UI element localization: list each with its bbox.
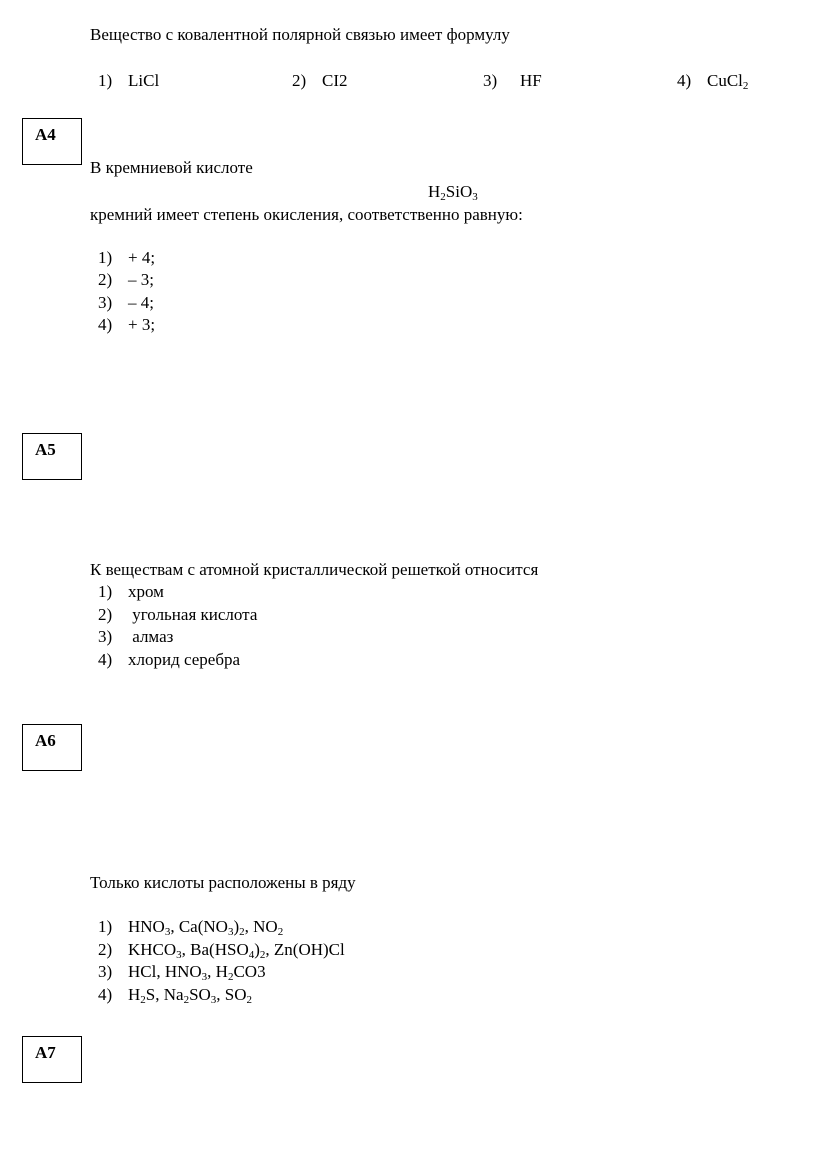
option-number: 3) xyxy=(98,627,113,646)
subscript: 2 xyxy=(140,994,146,1006)
subscript: 2 xyxy=(183,994,190,1006)
q1-option-4 xyxy=(677,70,748,92)
question-2-intro: В кремниевой кислоте xyxy=(90,158,253,177)
option-text: алмаз xyxy=(128,627,174,646)
subscript: 2 xyxy=(227,971,234,983)
option-number: 1) xyxy=(98,582,113,601)
subscript: 2 xyxy=(277,926,284,938)
label-a6: А6 xyxy=(22,724,82,771)
subscript: 3 xyxy=(164,926,171,938)
option-number: 1) xyxy=(98,917,113,936)
question-3-text: К веществам с атомной кристаллической решеткой относится xyxy=(90,560,539,579)
option-number: 4) xyxy=(98,650,113,669)
option-number: 4) xyxy=(677,71,692,90)
label-a4: А4 xyxy=(22,118,82,165)
q3-option-1 xyxy=(98,581,164,603)
formula-part: H xyxy=(128,985,141,1004)
question-2-text: кремний имеет степень окисления, соответственно равную: xyxy=(90,205,523,224)
option-text: + 3; xyxy=(128,315,156,334)
q2-option-3 xyxy=(98,292,154,314)
subscript: 3 xyxy=(176,949,182,961)
formula-part: , Zn(OH)Cl xyxy=(265,940,345,959)
option-text: хлорид серебра xyxy=(128,650,241,669)
question-2-formula xyxy=(428,181,478,203)
option-text: хром xyxy=(128,582,164,601)
formula-part: KHCO xyxy=(128,940,177,959)
label-a5: А5 xyxy=(22,433,82,480)
formula-part: , SO xyxy=(216,985,247,1004)
formula-part: H xyxy=(428,182,441,201)
q4-option-3 xyxy=(98,961,266,983)
subscript: 3 xyxy=(210,994,217,1006)
q3-option-3 xyxy=(98,626,173,648)
q2-option-2 xyxy=(98,269,154,291)
q3-option-4 xyxy=(98,649,240,671)
q4-option-2 xyxy=(98,939,345,961)
formula-part: ) xyxy=(254,940,260,959)
option-number: 3) xyxy=(98,962,113,981)
option-number: 2) xyxy=(98,940,113,959)
formula-part: SO xyxy=(189,985,211,1004)
option-text: – 4; xyxy=(128,293,154,312)
option-text: CuCl xyxy=(707,71,743,90)
q1-option-2 xyxy=(292,70,348,92)
option-number: 3) xyxy=(98,293,113,312)
option-text: CI2 xyxy=(322,71,348,90)
q3-option-2 xyxy=(98,604,257,626)
q2-option-4 xyxy=(98,314,155,336)
option-text: + 4; xyxy=(128,248,156,267)
subscript: 3 xyxy=(227,926,234,938)
option-number: 2) xyxy=(98,605,113,624)
option-number: 1) xyxy=(98,71,113,90)
option-text: LiCl xyxy=(128,71,160,90)
formula-part: HNO xyxy=(128,917,165,936)
formula-part: CO3 xyxy=(233,962,266,981)
q4-option-4 xyxy=(98,984,252,1006)
option-text: HF xyxy=(520,71,542,90)
formula-part: SiO xyxy=(445,182,473,201)
subscript: 2 xyxy=(259,949,266,961)
subscript: 3 xyxy=(201,971,208,983)
q2-option-1 xyxy=(98,247,155,269)
option-number: 2) xyxy=(292,71,307,90)
option-number: 3) xyxy=(483,71,498,90)
formula-part: , NO xyxy=(244,917,278,936)
subscript: 2 xyxy=(239,926,245,938)
option-number: 1) xyxy=(98,248,113,267)
question-4-text: Только кислоты расположены в ряду xyxy=(90,873,356,892)
subscript: 3 xyxy=(472,191,478,203)
formula-part: ) xyxy=(233,917,240,936)
q4-option-1 xyxy=(98,916,283,938)
q1-option-1 xyxy=(98,70,159,92)
formula-part: , H xyxy=(207,962,228,981)
question-1-text: Вещество с ковалентной полярной связью имеет формулу xyxy=(90,25,510,44)
subscript: 2 xyxy=(440,191,446,203)
option-number: 4) xyxy=(98,315,113,334)
subscript: 2 xyxy=(742,80,749,92)
q1-option-3 xyxy=(483,70,542,92)
formula-part: S, Na xyxy=(145,985,184,1004)
label-a7: А7 xyxy=(22,1036,82,1083)
formula-part: HCl, HNO xyxy=(128,962,202,981)
option-text: – 3; xyxy=(128,270,154,289)
option-number: 4) xyxy=(98,985,113,1004)
subscript: 2 xyxy=(246,994,253,1006)
subscript: 4 xyxy=(248,949,255,961)
option-text: угольная кислота xyxy=(128,605,258,624)
formula-part: , Ca(NO xyxy=(170,917,228,936)
option-number: 2) xyxy=(98,270,113,289)
formula-part: , Ba(HSO xyxy=(181,940,249,959)
